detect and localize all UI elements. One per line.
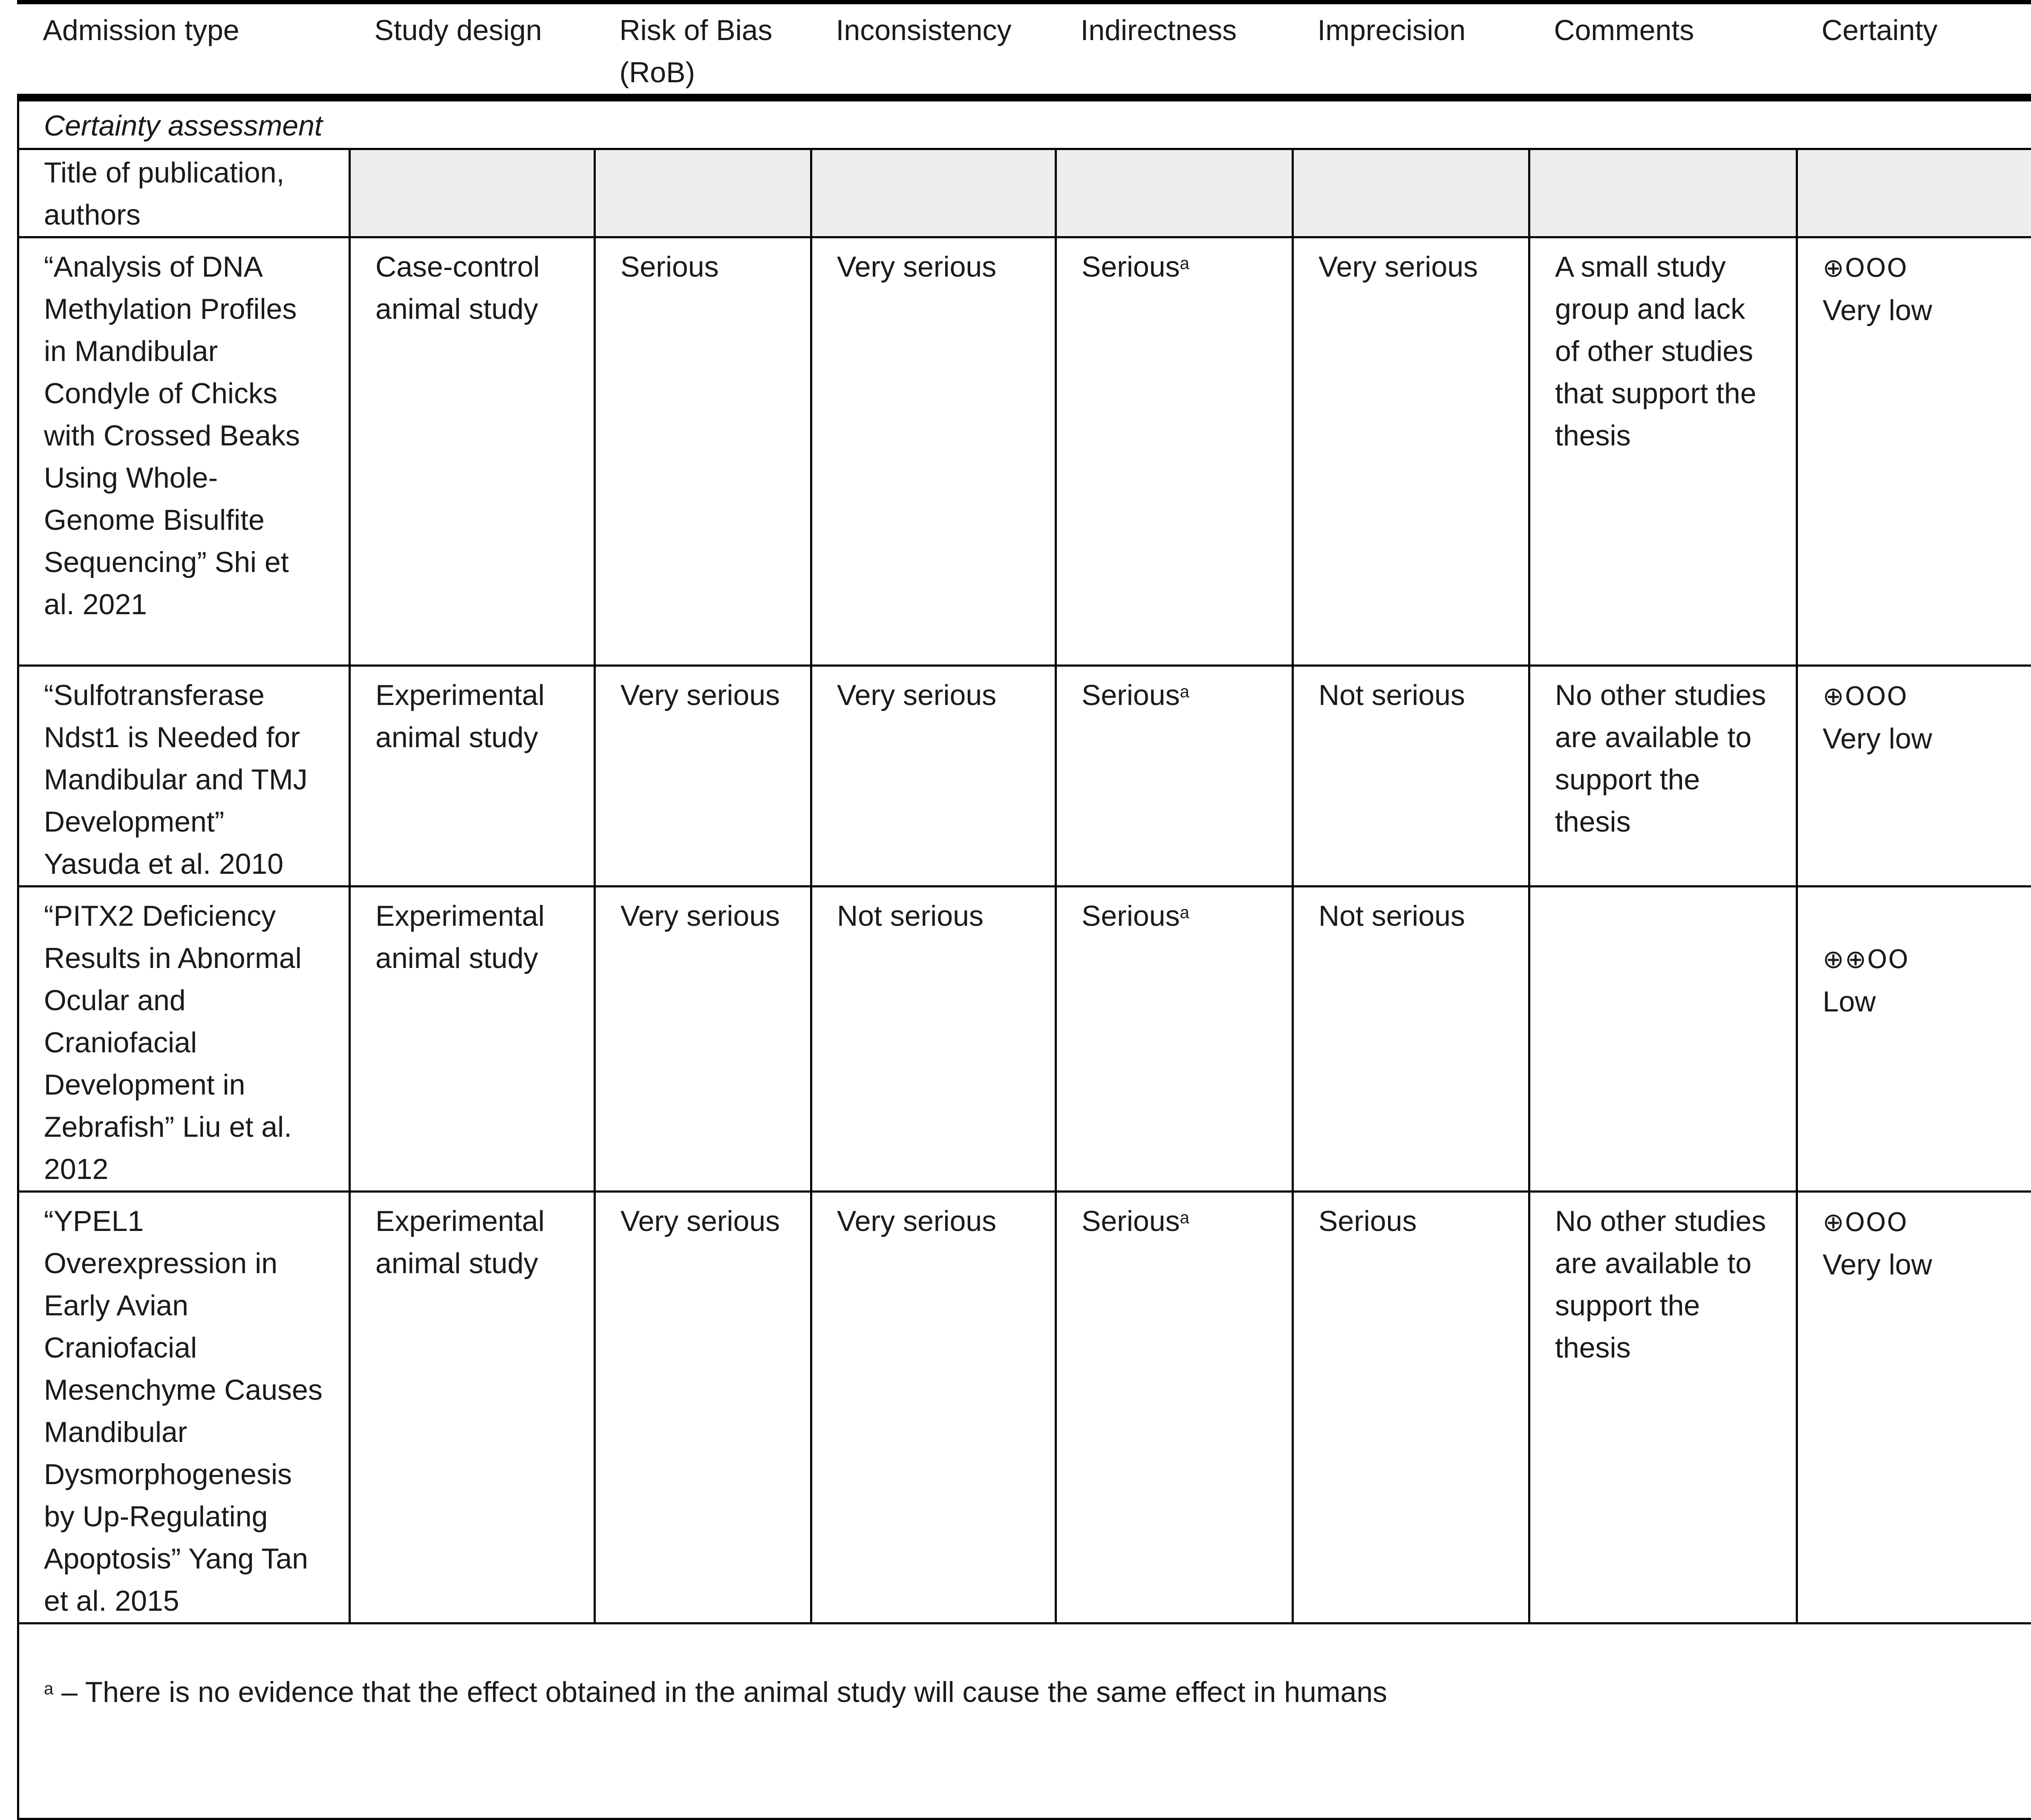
empty-cell: [1293, 149, 1529, 237]
empty-cell: [595, 149, 811, 237]
section-label: Certainty assessment: [18, 98, 2031, 149]
risk-of-bias-cell: Serious: [595, 237, 811, 666]
publication-title-cell: “Analysis of DNA Methylation Profiles in Mandibular Condyle of Chicks with Crossed Beaks Using Whole-Genome Bisulfite Sequencing” Shi et al. 2021: [18, 237, 350, 666]
header-admission-type: Admission type: [18, 0, 350, 98]
indirectness-value: Serious: [1082, 900, 1180, 932]
header-certainty: Certainty: [1797, 0, 2031, 98]
certainty-rating-label: Very low: [1823, 1244, 2010, 1286]
empty-cell: [1529, 149, 1797, 237]
certainty-rating-label: Very low: [1823, 718, 2010, 760]
imprecision-cell: Very serious: [1293, 237, 1529, 666]
header-comments: Comments: [1529, 0, 1797, 98]
certainty-rating-label: Low: [1823, 981, 2010, 1023]
indirectness-value: Serious: [1082, 1205, 1180, 1237]
footnote-marker: a: [1180, 903, 1189, 922]
header-study-design: Study design: [350, 0, 595, 98]
imprecision-cell: Serious: [1293, 1192, 1529, 1624]
title-label-row: [18, 149, 2031, 237]
indirectness-cell: [1056, 237, 1293, 666]
empty-cell: [350, 149, 595, 237]
study-design-cell: Case-control animal study: [350, 237, 595, 666]
empty-cell: [1056, 149, 1293, 237]
certainty-cell: [1797, 237, 2031, 666]
certainty-rating-symbol: ⊕⊕OO: [1823, 945, 1909, 974]
footnote-marker: a: [1180, 254, 1189, 273]
comments-cell: No other studies are available to support the thesis: [1529, 1192, 1797, 1624]
indirectness-cell: [1056, 887, 1293, 1192]
header-risk-of-bias: Risk of Bias (RoB): [595, 0, 811, 98]
certainty-cell: [1797, 887, 2031, 1192]
inconsistency-cell: Very serious: [811, 666, 1056, 887]
section-row: [18, 98, 2031, 149]
certainty-rating-symbol: ⊕OOO: [1823, 253, 1908, 283]
spacer: [1823, 895, 2010, 937]
footnote-marker: a: [1180, 682, 1189, 701]
header-imprecision: Imprecision: [1293, 0, 1529, 98]
header-indirectness: Indirectness: [1056, 0, 1293, 98]
indirectness-cell: [1056, 1192, 1293, 1624]
header-inconsistency: Inconsistency: [811, 0, 1056, 98]
table-row: [18, 1192, 2031, 1624]
imprecision-cell: Not serious: [1293, 666, 1529, 887]
publication-title-cell: “PITX2 Deficiency Results in Abnormal Ocular and Craniofacial Development in Zebrafish” Liu et al. 2012: [18, 887, 350, 1192]
certainty-rating-symbol: ⊕OOO: [1823, 1208, 1908, 1237]
table-row: [18, 237, 2031, 666]
table-row: [18, 666, 2031, 887]
risk-of-bias-cell: Very serious: [595, 1192, 811, 1624]
title-label-cell: Title of publication, authors: [18, 149, 350, 237]
footnote-marker: a: [44, 1679, 53, 1698]
certainty-cell: [1797, 1192, 2031, 1624]
certainty-rating-symbol: ⊕OOO: [1823, 682, 1908, 711]
risk-of-bias-cell: Very serious: [595, 887, 811, 1192]
footnote-marker: a: [1180, 1208, 1189, 1227]
comments-cell: [1529, 887, 1797, 1192]
empty-cell: [811, 149, 1056, 237]
inconsistency-cell: Very serious: [811, 237, 1056, 666]
footnote-row: [18, 1624, 2031, 1819]
study-design-cell: Experimental animal study: [350, 887, 595, 1192]
study-design-cell: Experimental animal study: [350, 1192, 595, 1624]
certainty-cell: [1797, 666, 2031, 887]
risk-of-bias-cell: Very serious: [595, 666, 811, 887]
indirectness-value: Serious: [1082, 679, 1180, 711]
footnote-cell: [18, 1624, 2031, 1819]
indirectness-cell: [1056, 666, 1293, 887]
indirectness-value: Serious: [1082, 251, 1180, 283]
certainty-assessment-table: [17, 0, 2031, 1820]
table-row: [18, 887, 2031, 1192]
imprecision-cell: Not serious: [1293, 887, 1529, 1192]
inconsistency-cell: Very serious: [811, 1192, 1056, 1624]
certainty-rating-label: Very low: [1823, 289, 2010, 332]
comments-cell: No other studies are available to support the thesis: [1529, 666, 1797, 887]
comments-cell: A small study group and lack of other studies that support the thesis: [1529, 237, 1797, 666]
publication-title-cell: “YPEL1 Overexpression in Early Avian Craniofacial Mesenchyme Causes Mandibular Dysmorphogenesis by Up-Regulating Apoptosis” Yang Tan et al. 2015: [18, 1192, 350, 1624]
empty-cell: [1797, 149, 2031, 237]
publication-title-cell: “Sulfotransferase Ndst1 is Needed for Mandibular and TMJ Development” Yasuda et al. 2010: [18, 666, 350, 887]
header-row: [18, 0, 2031, 98]
inconsistency-cell: Not serious: [811, 887, 1056, 1192]
footnote-text: – There is no evidence that the effect obtained in the animal study will cause the same effect in humans: [53, 1676, 1387, 1708]
study-design-cell: Experimental animal study: [350, 666, 595, 887]
